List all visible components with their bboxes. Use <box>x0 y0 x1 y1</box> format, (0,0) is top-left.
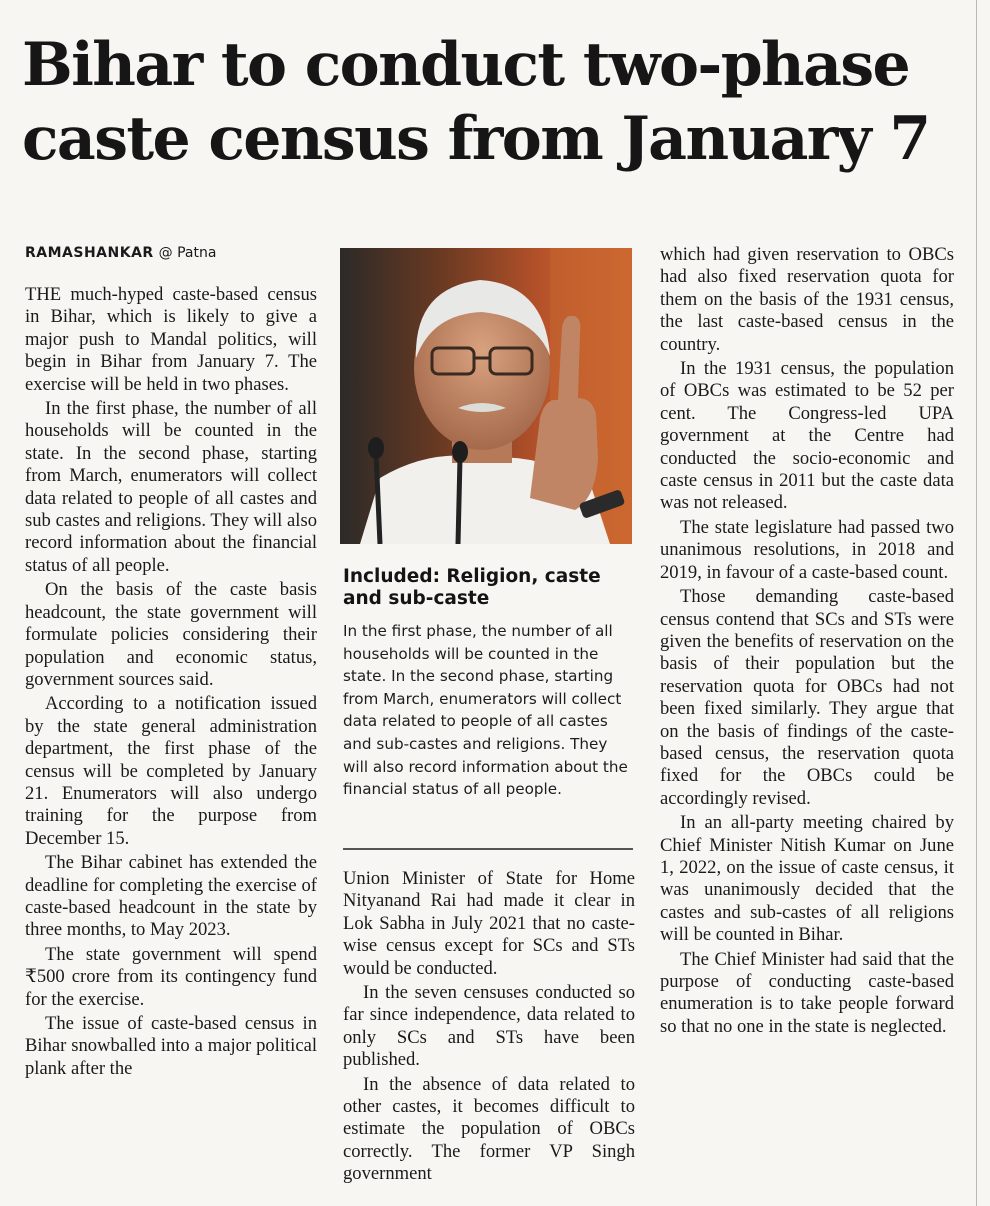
page-edge-rule <box>976 0 977 1206</box>
byline-location: @ Patna <box>158 245 217 261</box>
sidebar-divider <box>343 848 633 850</box>
paragraph: Union Minister of State for Home Nityanand Rai had made it clear in Lok Sabha in July 2021 that no caste-wise census except for SCs and STs would be conducted. <box>343 868 635 979</box>
paragraph: The Bihar cabinet has extended the deadline for completing the exercise of caste-based headcount in the state by three months, to May 2023. <box>25 852 317 941</box>
person-photo <box>340 248 632 544</box>
article-column-2 <box>343 868 635 1188</box>
sidebar-box <box>343 566 633 801</box>
byline-author: RAMASHANKAR <box>25 245 154 261</box>
paragraph: In the absence of data related to other castes, it becomes difficult to estimate the population of OBCs correctly. The former VP Singh government <box>343 1073 635 1185</box>
paragraph: which had given reservation to OBCs had also fixed reservation quota for them on the basis of the 1931 census, the last caste-based census in the country. <box>660 244 954 355</box>
person-photo-icon <box>340 248 632 544</box>
paragraph: The state government will spend ₹500 crore from its contingency fund for the exercise. <box>25 943 317 1010</box>
paragraph: THE much-hyped caste-based census in Bihar, which is likely to give a major push to Mandal politics, will begin in Bihar from January 7. The exercise will be held in two phases. <box>25 284 317 395</box>
paragraph: The issue of caste-based census in Bihar snowballed into a major political plank after the <box>25 1013 317 1079</box>
paragraph: Those demanding caste-based census contend that SCs and STs were given the benefits of reservation on the basis of their population but the reservation quota for OBCs had not been fixed similarly. They argue that on the basis of findings of the caste-based census, the reservation quota fixed for the OBCs could be accordingly revised. <box>660 586 954 809</box>
paragraph: In the first phase, the number of all households will be counted in the state. In the second phase, starting from March, enumerators will collect data related to people of all castes and sub castes and religions. They will also record information about the financial status of all people. <box>25 398 317 576</box>
article-column-1 <box>25 244 317 1082</box>
paragraph: According to a notification issued by the state general administration department, the first phase of the census will be completed by January 21. Enumerators will also undergo training for the purpose from December 15. <box>25 693 317 849</box>
paragraph: The Chief Minister had said that the purpose of conducting caste-based enumeration is to take people forward so that no one in the state is neglected. <box>660 948 954 1037</box>
paragraph: On the basis of the caste basis headcount, the state government will formulate policies considering their population and economic status, government sources said. <box>25 579 317 690</box>
article-column-3 <box>660 244 954 1040</box>
headline: Bihar to conduct two-phase caste census from January 7 <box>22 30 930 174</box>
paragraph: In the seven censuses conducted so far since independence, data related to only SCs and STs have been published. <box>343 982 635 1071</box>
paragraph: In an all-party meeting chaired by Chief Minister Nitish Kumar on June 1, 2022, on the issue of caste census, it was unanimously decided that the castes and sub-castes of all religions will be counted in Bihar. <box>660 812 954 946</box>
paragraph: The state legislature had passed two unanimous resolutions, in 2018 and 2019, in favour of a caste-based count. <box>660 516 954 583</box>
sidebar-body: In the first phase, the number of all households will be counted in the state. In the second phase, starting from March, enumerators will collect data related to people of all castes and sub-castes and religions. They will also record information about the financial status of all people. <box>343 622 628 799</box>
byline <box>25 244 317 262</box>
paragraph: In the 1931 census, the population of OBCs was estimated to be 52 per cent. The Congress-led UPA government at the Centre had conducted the socio-economic and caste census in 2011 but the caste data was not released. <box>660 358 954 514</box>
sidebar-heading: Included: Religion, caste and sub-caste <box>343 566 601 609</box>
